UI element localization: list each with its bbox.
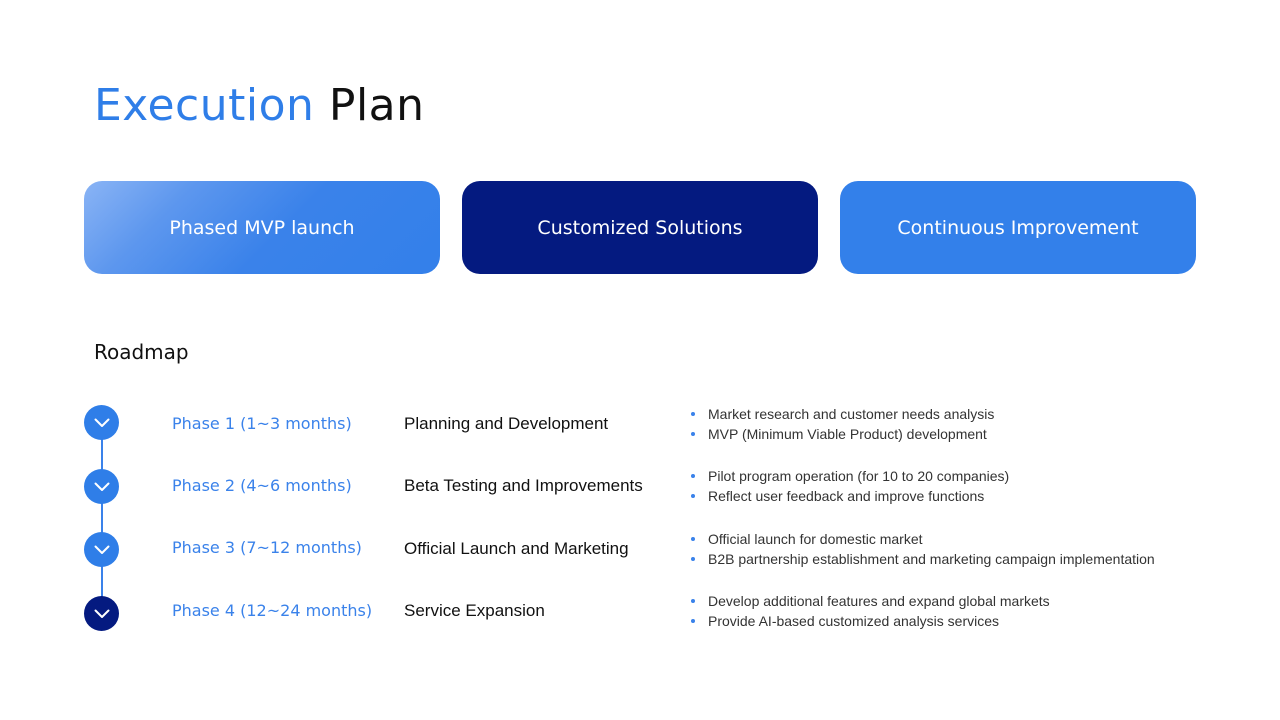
page-title-accent: Execution [94,80,315,131]
card-customized-solutions [462,181,818,274]
phase-bullets [690,405,994,444]
card-label: Phased MVP launch [169,216,355,239]
phase-label: Phase 4 (12~24 months) [172,601,373,620]
phase-label: Phase 3 (7~12 months) [172,538,362,557]
list-item: Pilot program operation (for 10 to 20 companies) [690,467,1009,487]
roadmap-row-3 [0,532,1280,592]
phase-label: Phase 2 (4~6 months) [172,476,352,495]
check-chevron-icon [84,469,119,504]
list-item: Reflect user feedback and improve functions [690,487,1009,507]
list-item: Market research and customer needs analysis [690,405,994,425]
card-continuous-improvement [840,181,1196,274]
card-label: Customized Solutions [537,216,743,239]
roadmap-heading: Roadmap [94,340,189,364]
roadmap-row-4 [0,593,1280,656]
phase-step: Service Expansion [404,601,545,620]
phase-bullets [690,467,1009,506]
page-title [94,80,425,131]
page-title-rest: Plan [328,80,425,131]
card-phased-mvp-launch [84,181,440,274]
strategy-cards [84,181,1196,274]
check-chevron-icon [84,596,119,631]
list-item: Provide AI-based customized analysis services [690,612,1050,632]
list-item: Develop additional features and expand global markets [690,592,1050,612]
check-chevron-icon [84,532,119,567]
card-label: Continuous Improvement [897,216,1139,239]
phase-bullets [690,592,1050,631]
phase-bullets [690,530,1155,569]
phase-label: Phase 1 (1~3 months) [172,414,352,433]
list-item: Official launch for domestic market [690,530,1155,550]
roadmap-row-1 [0,405,1280,465]
list-item: MVP (Minimum Viable Product) development [690,425,994,445]
phase-step: Beta Testing and Improvements [404,476,643,495]
phase-step: Official Launch and Marketing [404,539,629,558]
check-chevron-icon [84,405,119,440]
phase-step: Planning and Development [404,414,609,433]
list-item: B2B partnership establishment and marketing campaign implementation [690,550,1155,570]
roadmap-row-2 [0,469,1280,529]
